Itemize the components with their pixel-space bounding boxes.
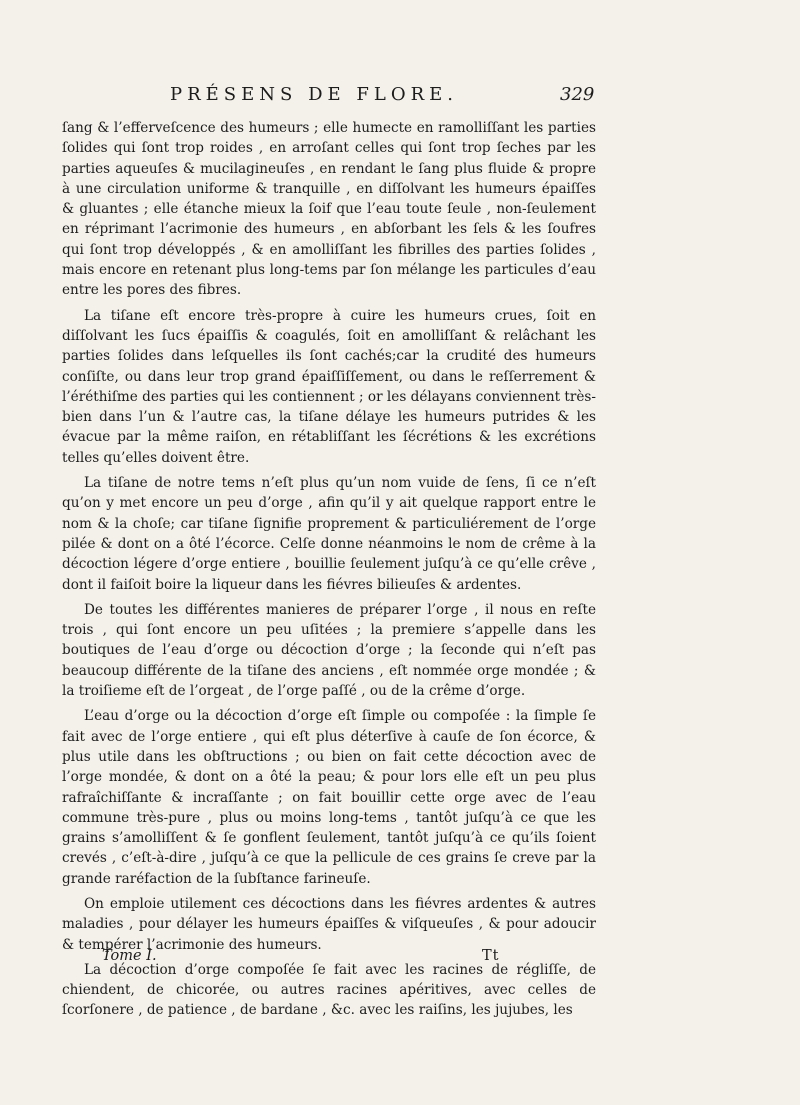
signature-mark: Tt [482,948,500,964]
paragraph: La tiſane eſt encore très-propre à cuire les humeurs crues, ſoit en diſſolvant les ſucs épaiſſis & coagulés, ſoit en amolliſſant & relâchant les parties ſolides dans leſquelles ils ſont cachés;car la crudité des humeurs conſiſte, ou dans leur trop grand épaiſſiſſement, ou dans le reſſerrement & l’éréthiſme des parties qui les contiennent ; or les délayans conviennent très-bien dans l’un & l’autre cas, la tiſane délaye les humeurs putrides & les évacue par la même raiſon, en rétabliſſant les ſécrétions & les excrétions telles qu’elles doivent être. [62,307,596,466]
paragraph: De toutes les différentes manieres de préparer l’orge , il nous en reſte trois , qui ſont encore un peu uſitées ; la premiere s’appelle dans les boutiques de l’eau d’orge ou décoction d’orge ; la ſeconde qui n’eſt pas beaucoup différente de la tiſane des anciens , eſt nommée orge mondée ; & la troiſieme eſt de l’orgeat , de l’orge paſſé , ou de la crême d’orge. [62,601,596,700]
paragraph: La décoction d’orge compoſée ſe fait avec les racines de régliſſe, de chiendent, de chicorée, ou autres racines apéritives, avec celles de ſcorſonere , de patience , de bardane , &c. avec les raiſins, les jujubes, les [62,961,596,1019]
volume-label: Tome I. [102,948,157,964]
running-title: PRÉSENS DE FLORE. [170,84,458,105]
paragraph: ſang & l’efferveſcence des humeurs ; elle humecte en ramolliſſant les parties ſolides qui ſont trop roides , en arroſant celles qui ſont trop ſeches par les parties aqueuſes & mucilagineuſes , en rendant le ſang plus fluide & propre à une circulation uniforme & tranquille , en diſſolvant les humeurs épaiſſes & gluantes ; elle étanche mieux la ſoif que l’eau toute ſeule , non-ſeulement en réprimant l’acrimonie des humeurs , en abſorbant les ſels & les ſoufres qui ſont trop développés , & en amolliſſant les fibrilles des parties ſolides , mais encore en retenant plus long-tems par ſon mélange les particules d’eau entre les pores des fibres. [62,120,596,299]
paragraph: La tiſane de notre tems n’eſt plus qu’un nom vuide de ſens, ſi ce n’eſt qu’on y met encore un peu d’orge , afin qu’il y ait quelque rapport entre le nom & la choſe; car tiſane ſignifie proprement & particuliérement de l’orge pilée & dont on a ôté l’écorce. Celſe donne néanmoins le nom de crême à la décoction légere d’orge entiere , bouillie ſeulement juſqu’à ce qu’elle crêve , dont il faiſoit boire la liqueur dans les fiévres bilieuſes & ardentes. [62,475,596,593]
paragraph: L’eau d’orge ou la décoction d’orge eſt ſimple ou compoſée : la ſimple ſe fait avec de l’orge entiere , qui eſt plus déterſive à cauſe de ſon écorce, & plus utile dans les obſtructions ; ou bien on fait cette décoction avec de l’orge mondée, & dont on a ôté la peau; & pour lors elle eſt un peu plus rafraîchiſſante & incraſſante ; on fait bouillir cette orge avec de l’eau commune très-pure , plus ou moins long-tems , tantôt juſqu’à ce que les grains s’amolliſſent & ſe gonflent ſeulement, tantôt juſqu’à ce qu’ils ſoient crevés , c’eſt-à-dire , juſqu’à ce que la pellicule de ces grains ſe creve par la grande raréfaction de la ſubſtance farineuſe. [62,708,596,887]
paragraph: On emploie utilement ces décoctions dans les fiévres ardentes & autres maladies , pour délayer les humeurs épaiſſes & viſqueuſes , & pour adoucir & tempérer l’acrimonie des humeurs. [62,895,596,953]
body-text [62,118,596,1026]
page-number: 329 [560,84,595,105]
